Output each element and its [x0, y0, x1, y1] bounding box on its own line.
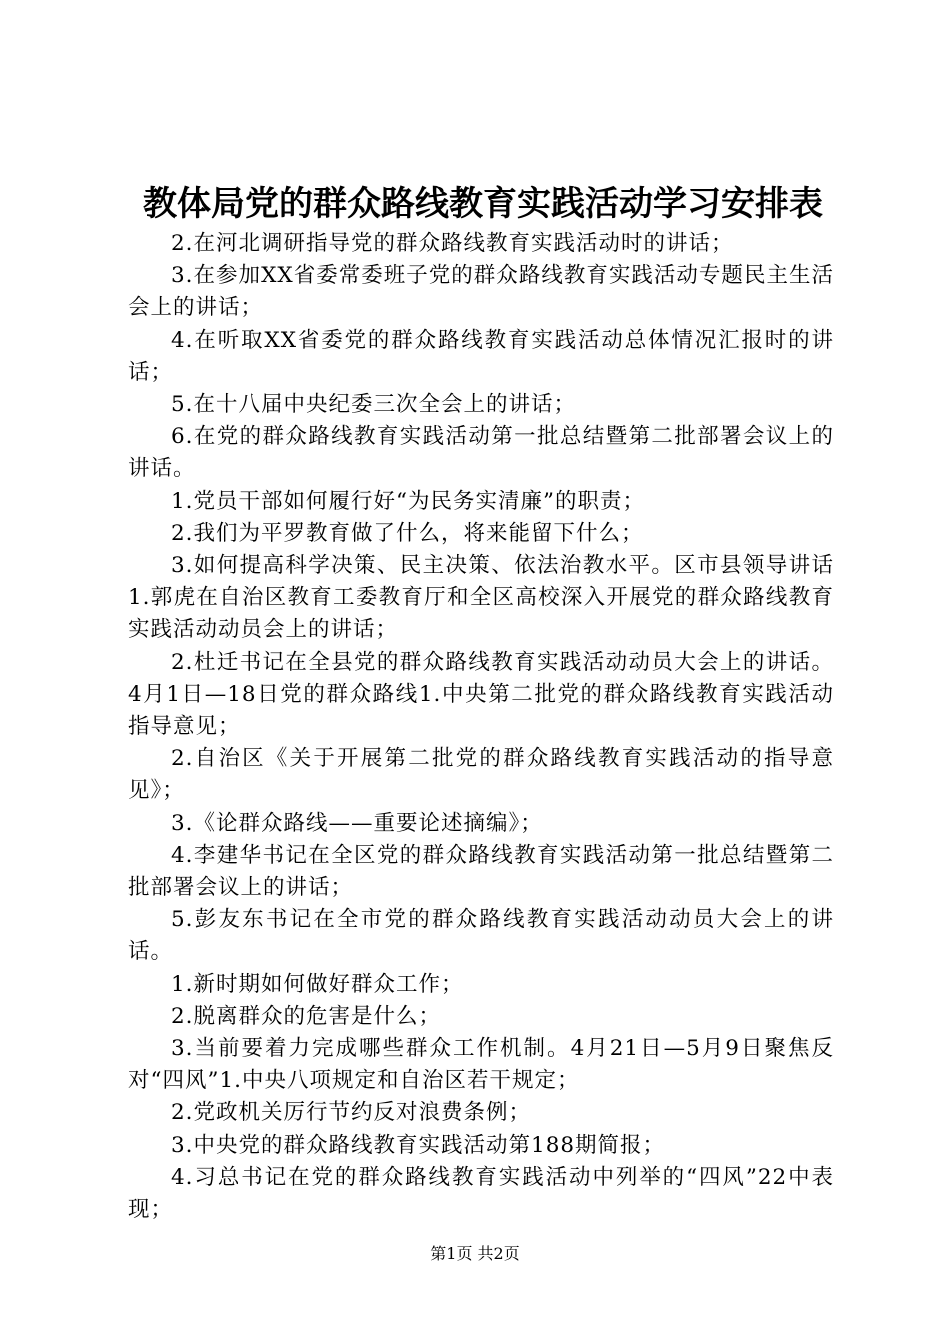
paragraph: 2.杜迁书记在全县党的群众路线教育实践活动动员大会上的讲话。4月1日—18日党的群众路线1.中央第二批党的群众路线教育实践活动指导意见；: [128, 649, 834, 740]
paragraph: 3.中央党的群众路线教育实践活动第188期简报；: [171, 1132, 666, 1158]
paragraph: 4.在听取XX省委党的群众路线教育实践活动总体情况汇报时的讲话；: [128, 327, 834, 385]
paragraph: 3.如何提高科学决策、民主决策、依法治教水平。区市县领导讲话1.郭虎在自治区教育工委教育厅和全区高校深入开展党的群众路线教育实践活动动员会上的讲话；: [128, 553, 834, 643]
document-title: 教体局党的群众路线教育实践活动学习安排表: [143, 184, 823, 224]
paragraph: 5.在十八届中央纪委三次全会上的讲话；: [171, 392, 577, 418]
paragraph: 2.我们为平罗教育做了什么，将来能留下什么；: [171, 520, 644, 546]
page-footer: 第1页 共2页: [430, 1244, 520, 1263]
paragraph: 1.新时期如何做好群众工作；: [171, 971, 464, 997]
paragraph: 4.李建华书记在全区党的群众路线教育实践活动第一批总结暨第二批部署会议上的讲话；: [128, 842, 834, 901]
paragraph: 3.在参加XX省委常委班子党的群众路线教育实践活动专题民主生活会上的讲话；: [128, 263, 834, 321]
paragraph: 5.彭友东书记在全市党的群众路线教育实践活动动员大会上的讲话。: [128, 907, 834, 965]
paragraph: 6.在党的群众路线教育实践活动第一批总结暨第二批部署会议上的讲话。: [128, 424, 834, 482]
paragraph: 2.在河北调研指导党的群众路线教育实践活动时的讲话；: [171, 231, 734, 256]
paragraph: 3.《论群众路线——重要论述摘编》；: [171, 810, 543, 836]
paragraph: 3.当前要着力完成哪些群众工作机制。4月21日—5月9日聚焦反对“四风”1.中央八项规定和自治区若干规定；: [128, 1036, 834, 1094]
paragraph: 4.习总书记在党的群众路线教育实践活动中列举的“四风”22中表现；: [128, 1164, 834, 1223]
paragraph: 2.党政机关厉行节约反对浪费条例；: [171, 1100, 532, 1126]
paragraph: 2.脱离群众的危害是什么；: [171, 1003, 442, 1029]
paragraph: 2.自治区《关于开展第二批党的群众路线教育实践活动的指导意见》；: [128, 746, 834, 804]
paragraph: 1.党员干部如何履行好“为民务实清廉”的职责；: [171, 488, 645, 514]
document-body: [128, 228, 834, 1226]
